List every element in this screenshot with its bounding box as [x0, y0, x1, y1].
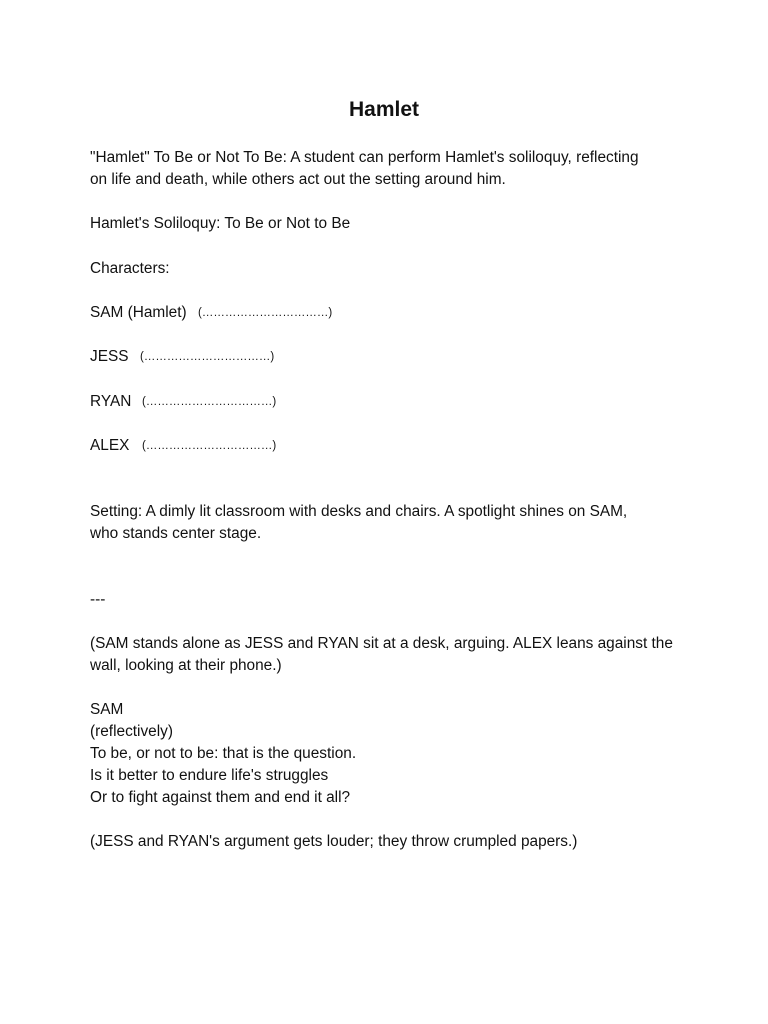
stage-direction-2: (JESS and RYAN's argument gets louder; they throw crumpled papers.) [90, 833, 578, 850]
character-name: JESS [90, 348, 129, 365]
character-row [90, 302, 333, 324]
characters-heading: Characters: [90, 260, 170, 277]
stage-direction-line-1: (SAM stands alone as JESS and RYAN sit at a desk, arguing. ALEX leans against the [90, 635, 673, 652]
dialogue-line: Or to fight against them and end it all? [90, 789, 351, 806]
subtitle: Hamlet's Soliloquy: To Be or Not to Be [90, 215, 351, 232]
character-blank: (……………………………) [142, 396, 277, 408]
character-blank: (……………………………) [198, 307, 333, 319]
document-title: Hamlet [348, 98, 420, 121]
character-blank: (……………………………) [142, 440, 277, 452]
dialogue-line: To be, or not to be: that is the question. [90, 745, 357, 762]
character-name: SAM (Hamlet) [90, 304, 187, 321]
intro-line-2: on life and death, while others act out the setting around him. [90, 171, 506, 188]
setting-line-1: Setting: A dimly lit classroom with desks and chairs. A spotlight shines on SAM, [90, 503, 628, 520]
setting-line-2: who stands center stage. [90, 525, 262, 542]
character-name: RYAN [90, 393, 132, 410]
character-blank: (……………………………) [140, 351, 275, 363]
character-row [90, 391, 277, 413]
character-row [90, 435, 277, 457]
stage-direction-line-2: wall, looking at their phone.) [90, 657, 282, 674]
character-name: ALEX [90, 437, 130, 454]
section-separator: --- [90, 591, 106, 608]
dialogue-line: Is it better to endure life's struggles [90, 767, 329, 784]
speaker-name: SAM [90, 701, 124, 718]
parenthetical: (reflectively) [90, 723, 173, 740]
intro-line-1: "Hamlet" To Be or Not To Be: A student can perform Hamlet's soliloquy, reflecting [90, 149, 639, 166]
character-row [90, 346, 275, 368]
